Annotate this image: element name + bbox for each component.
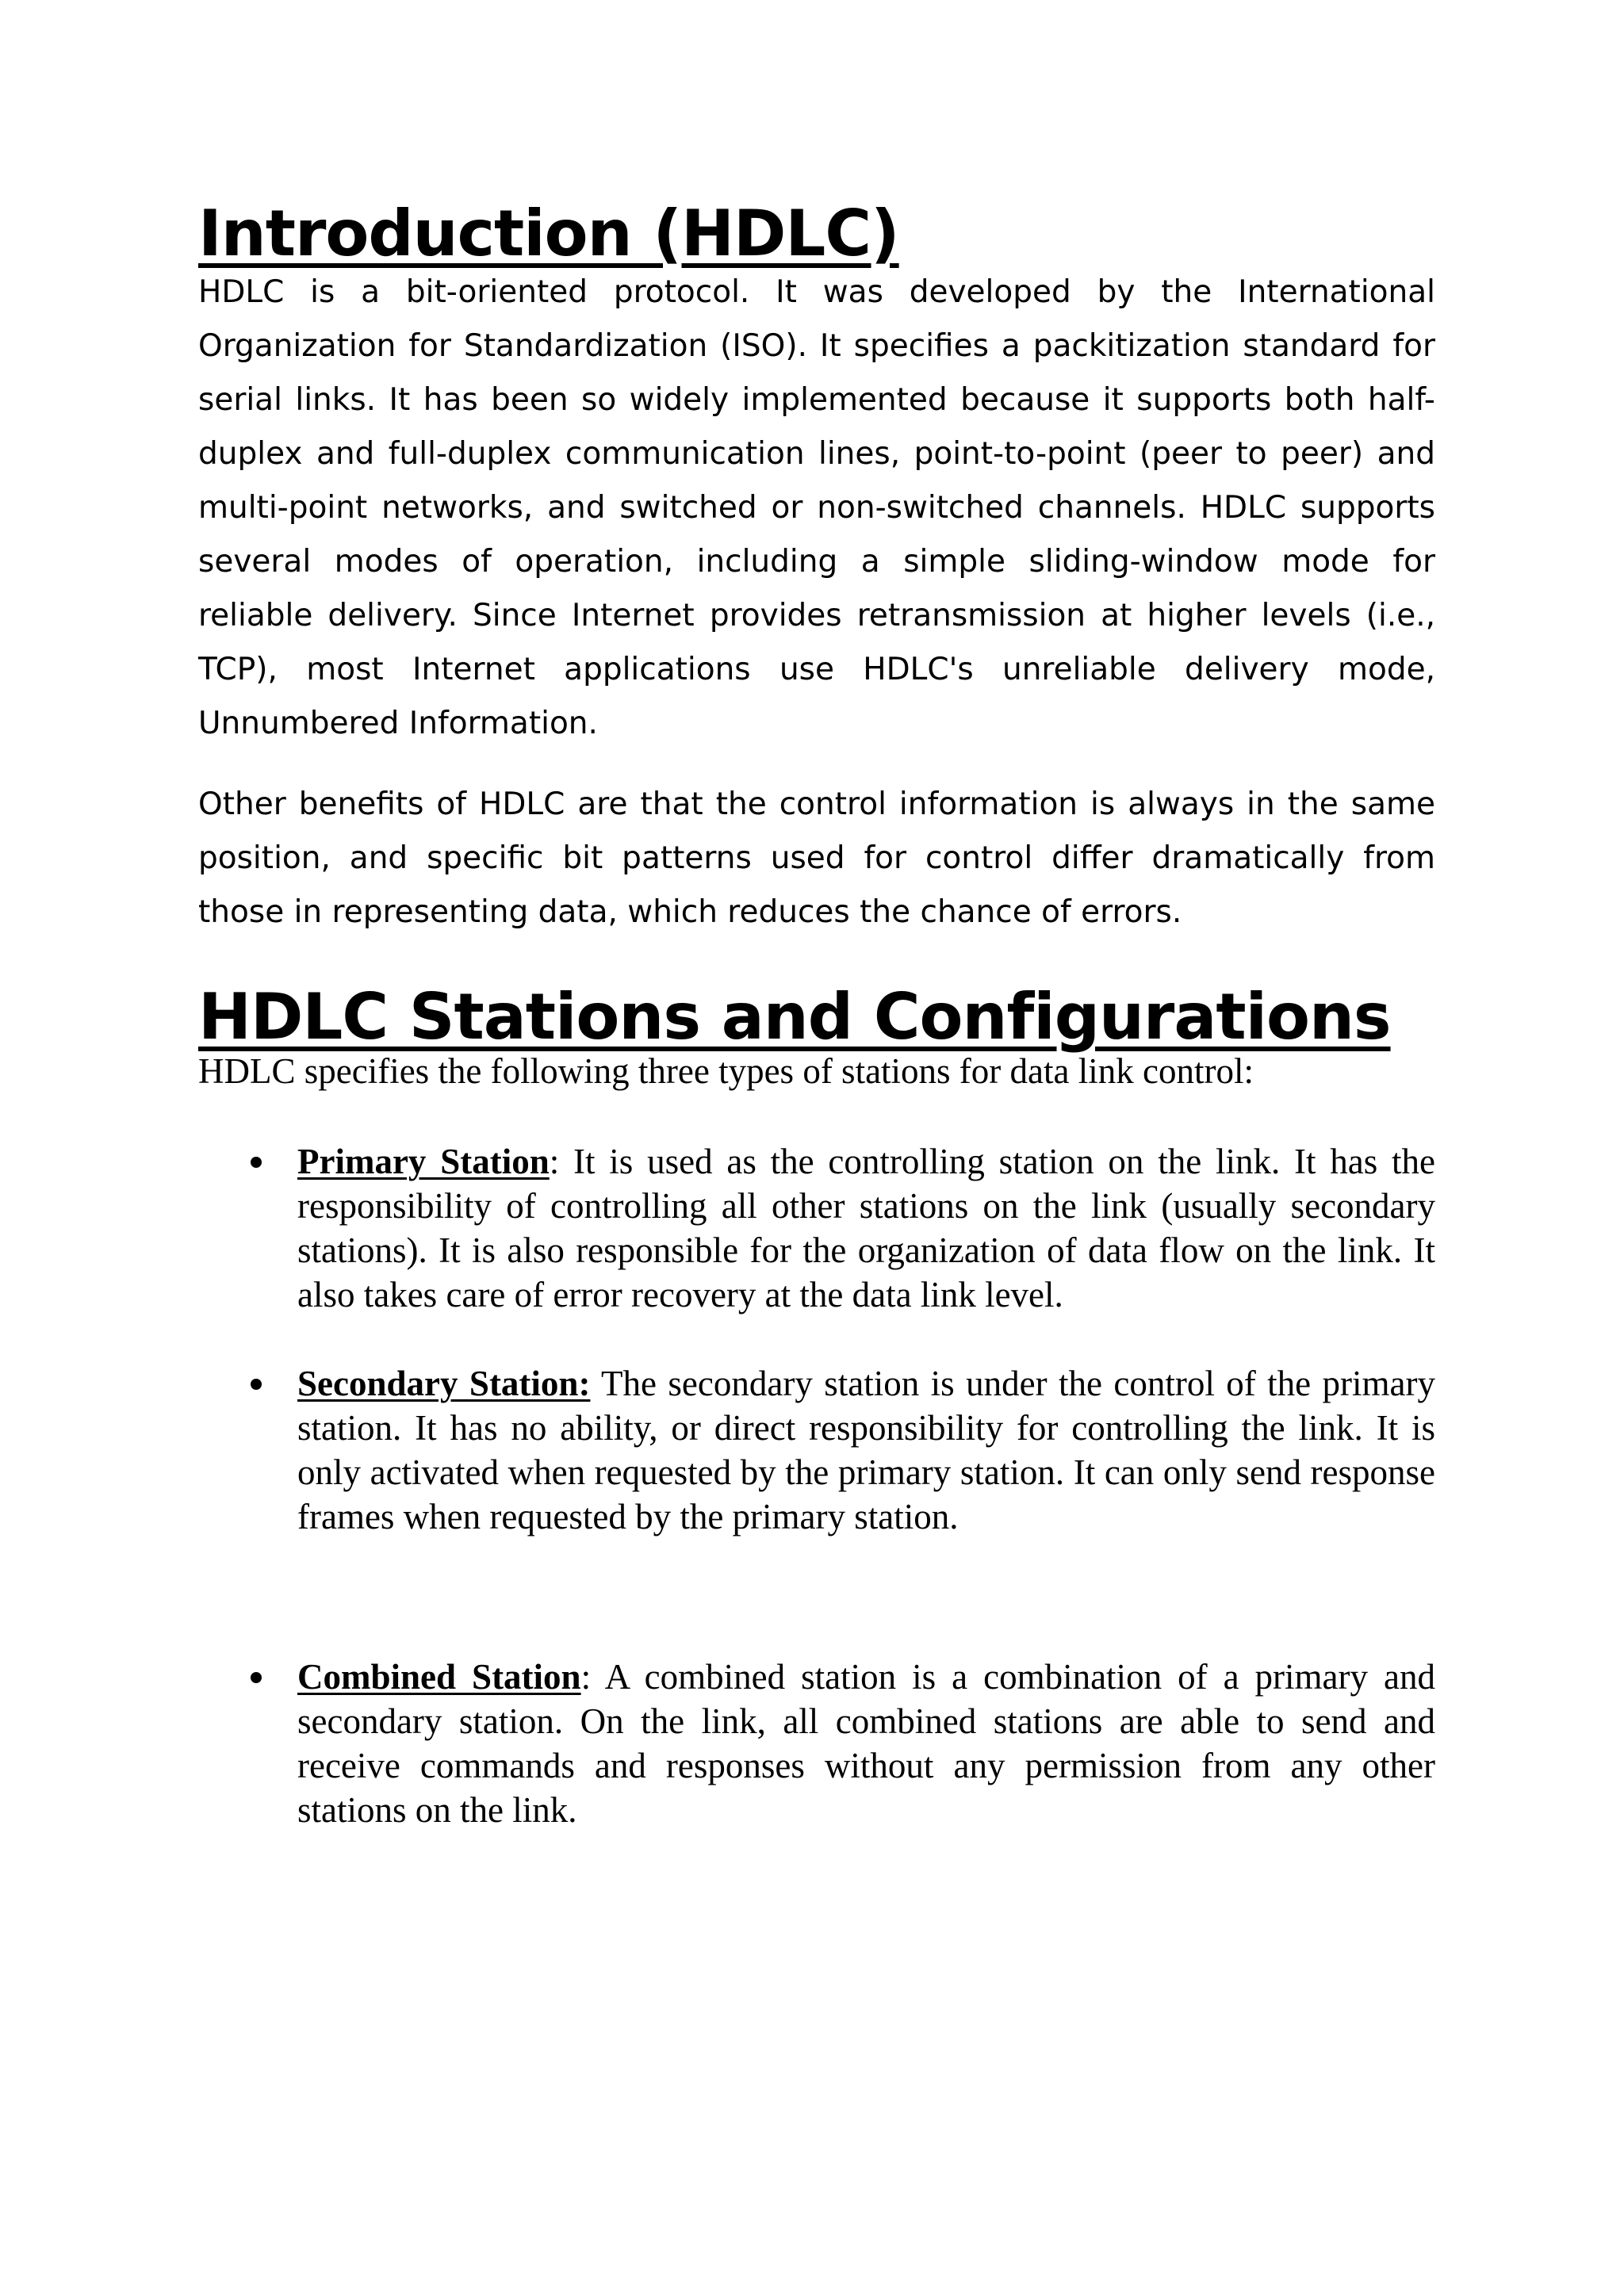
station-term-separator: : [549, 1142, 560, 1181]
stations-heading: HDLC Stations and Configurations [198, 980, 1391, 1054]
station-description-combined: A combined station is a combination of a primary and secondary station. On the link, all combined stations are able to send and receive commands and responses without any permission from any other stations on the link. [297, 1657, 1435, 1830]
station-item-combined [198, 1655, 1435, 1832]
bullet-icon [251, 1379, 262, 1390]
station-term-secondary: Secondary Station: [297, 1364, 591, 1403]
station-term-combined: Combined Station [297, 1657, 581, 1697]
intro-heading: Introduction (HDLC) [198, 197, 899, 270]
bullet-icon [251, 1157, 262, 1168]
document-content [198, 197, 1435, 1832]
station-description-primary: It is used as the controlling station on the link. It has the responsibility of controlling all other stations on the link (usually secondary stations). It is also responsible for the organization of data flow on the link. It also takes care of error recovery at the data link level. [297, 1142, 1435, 1314]
stations-lead: HDLC specifies the following three types of stations for data link control: [198, 1051, 1254, 1091]
station-term-separator: : [580, 1657, 592, 1697]
station-description-secondary: The secondary station is under the control of the primary station. It has no ability, or direct responsibility for controlling the link. It is only activated when requested by the primary station. It can only send response frames when requested by the primary station. [297, 1364, 1435, 1536]
intro-paragraph-1: HDLC is a bit-oriented protocol. It was developed by the International Organization for Standardization (ISO). It specifies a packitization standard for serial links. It has been so widely implemented because it supports both half-duplex and full-duplex communication lines, point-to-point (peer to peer) and multi-point networks, and switched or non-switched channels. HDLC supports several modes of operation, including a simple sliding-window mode for reliable delivery. Since Internet provides retransmission at higher levels (i.e., TCP), most Internet applications use HDLC's unreliable delivery mode, Unnumbered Information. [198, 274, 1435, 741]
station-item-primary [198, 1139, 1435, 1317]
intro-paragraph-2: Other benefits of HDLC are that the control information is always in the same position, and specific bit patterns used for control differ dramatically from those in representing data, which reduces the chance of errors. [198, 786, 1435, 930]
station-list [198, 1139, 1435, 1832]
bullet-icon [251, 1672, 262, 1683]
station-term-primary: Primary Station [297, 1142, 550, 1181]
station-item-secondary [198, 1361, 1435, 1539]
